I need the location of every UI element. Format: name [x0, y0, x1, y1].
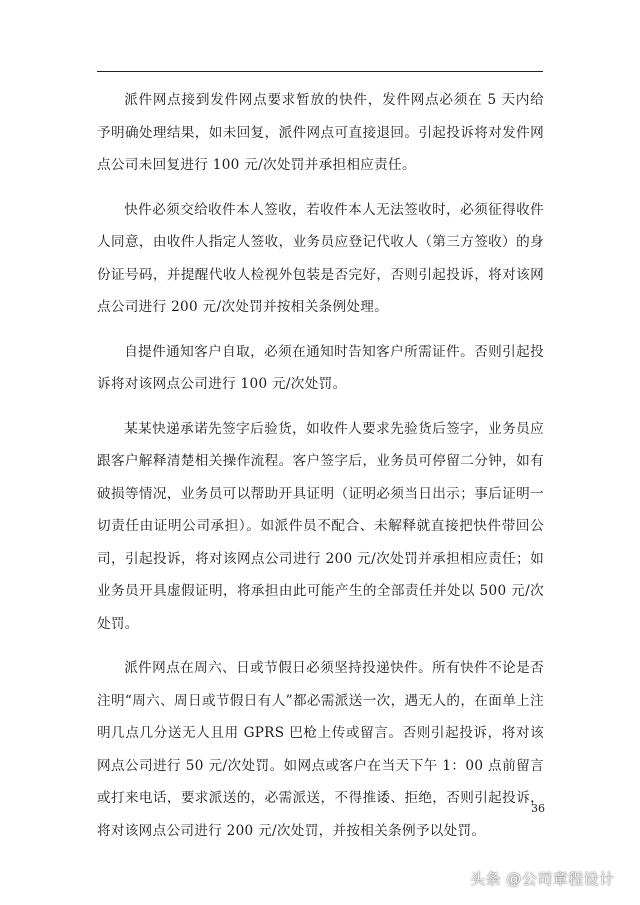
header-divider: [97, 71, 543, 72]
document-body: [97, 84, 544, 857]
paragraph-self-pickup: 自提件通知客户自取，必须在通知时告知客户所需证件。否则引起投诉将对该网点公司进行 100 元/次处罚。: [97, 343, 544, 392]
source-watermark: 头条 @公司章程设计: [470, 870, 615, 888]
paragraph-inspection-policy: 某某快递承诺先签字后验货，如收件人要求先验货后签字，业务员应跟客户解释清楚相关操作流程。客户签字后，业务员可停留二分钟，如有破损等情况，业务员可以帮助开具证明（证明必须当日出示；事后证明一切责任由证明公司承担）。如派件员不配合、未解释就直接把快件带回公司，引起投诉，将对该网点公司进行 200 元/次处罚并承担相应责任；如业务员开具虚假证明，将承担由此可能产生的全部责任并处以 500 元/次处罚。: [97, 420, 544, 632]
page-number: 36: [531, 802, 545, 815]
paragraph-weekend-delivery: 派件网点在周六、日或节假日必须坚持投递快件。所有快件不论是否注明“周六、周日或节假日有人”都必需派送一次，遇无人的，在面单上注明几点几分送无人且用 GPRS 巴枪上传或留言。否则引起投诉，将对该网点公司进行 50 元/次处罚。如网点或客户在当天下午 1：00 点前留言或打来电话，要求派送的，必需派送，不得推诿、拒绝，否则引起投诉，将对该网点公司进行 200 元/次处罚，并按相关条例予以处罚。: [97, 660, 544, 839]
paragraph-recipient-signature: 快件必须交给收件本人签收，若收件本人无法签收时，必须征得收件人同意，由收件人指定人签收，业务员应登记代收人（第三方签收）的身份证号码，并提醒代收人检视外包装是否完好，否则引起投诉，将对该网点公司进行 200 元/次处罚并按相关条例处理。: [97, 201, 544, 315]
paragraph-deferred-parcels: 派件网点接到发件网点要求暂放的快件，发件网点必须在 5 天内给予明确处理结果，如未回复，派件网点可直接退回。引起投诉将对发件网点公司未回复进行 100 元/次处罚并承担相应责任。: [97, 92, 544, 173]
